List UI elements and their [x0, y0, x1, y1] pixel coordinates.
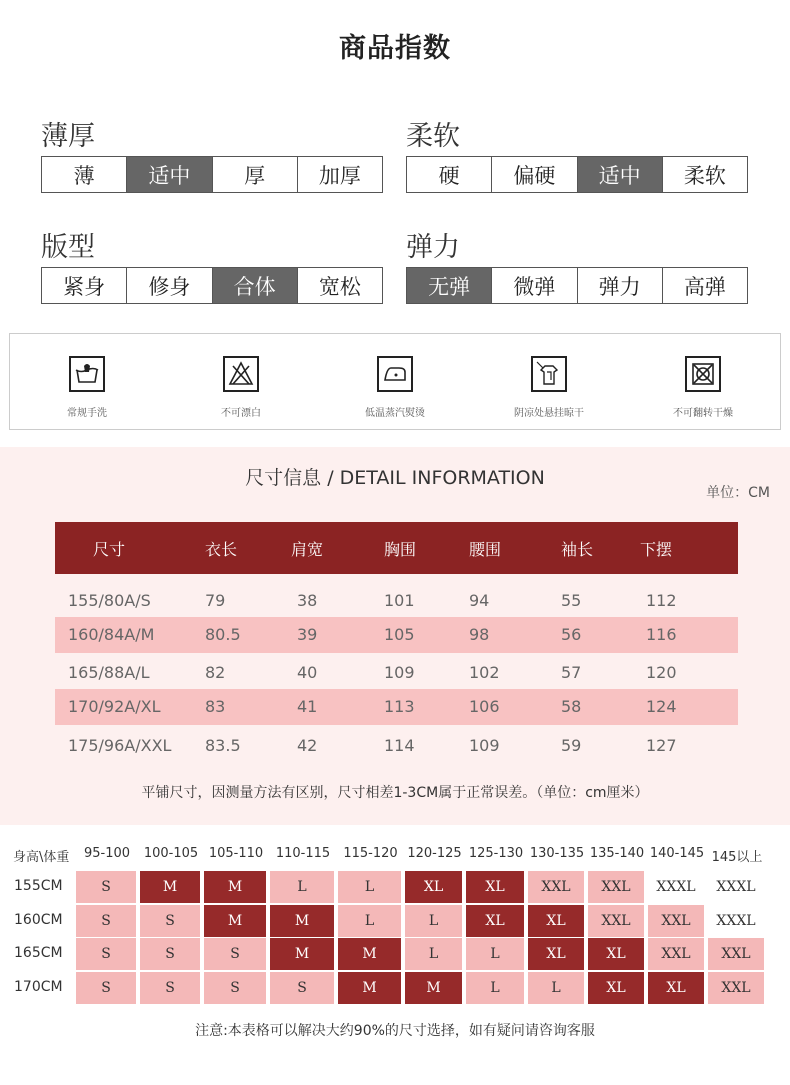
weight-header: 135-140 [589, 846, 645, 861]
index-option-row [406, 267, 748, 304]
index-option: 硬 [407, 157, 492, 192]
size-cell: 83.5 [205, 736, 241, 755]
care-instructions [9, 333, 781, 430]
size-recommend-cell: L [338, 871, 401, 903]
size-recommend-cell: XXL [708, 938, 764, 970]
size-recommend-cell: S [76, 871, 136, 903]
index-option: 薄 [42, 157, 127, 192]
weight-header: 105-110 [208, 846, 264, 861]
weight-header: 100-105 [143, 846, 199, 861]
weight-header: 140-145 [649, 846, 705, 861]
size-cell: 79 [205, 591, 226, 610]
size-cell: 109 [384, 663, 415, 682]
size-cell: 56 [561, 625, 582, 644]
height-label: 160CM [14, 912, 63, 928]
size-note: 平铺尺寸，因测量方法有区别，尺寸相差1-3CM属于正常误差。（单位：cm厘米） [141, 785, 649, 801]
size-cell: 58 [561, 697, 582, 716]
height-label: 170CM [14, 979, 63, 995]
size-cell: 114 [384, 736, 415, 755]
index-option-selected: 适中 [578, 157, 663, 192]
index-block [406, 225, 748, 304]
size-cell: 109 [469, 736, 500, 755]
care-item [164, 334, 318, 429]
size-recommend-cell: L [338, 905, 401, 937]
size-recommend-cell: XXL [648, 938, 704, 970]
height-label: 165CM [14, 945, 63, 961]
size-recommend-cell: L [405, 905, 462, 937]
index-option: 高弹 [663, 268, 747, 303]
size-cell: 102 [469, 663, 500, 682]
no-bleach-icon [223, 356, 259, 392]
care-text: 不可翻转干燥 [673, 408, 733, 419]
size-cell: 98 [469, 625, 490, 644]
size-recommend-cell: S [204, 938, 266, 970]
size-recommend-cell: M [338, 938, 401, 970]
care-item [10, 334, 164, 429]
size-recommend-cell: M [338, 972, 401, 1004]
size-recommend-cell: XL [528, 905, 584, 937]
index-option: 偏硬 [492, 157, 577, 192]
size-cell: 170/92A/XL [68, 697, 161, 716]
index-option: 弹力 [578, 268, 663, 303]
index-option: 宽松 [298, 268, 382, 303]
size-column-header: 袖长 [561, 539, 594, 559]
size-recommend-cell: XXXL [648, 871, 704, 903]
index-option: 修身 [127, 268, 212, 303]
size-cell: 124 [646, 697, 677, 716]
index-label: 版型 [41, 232, 95, 263]
size-recommend-cell: XXL [708, 972, 764, 1004]
size-cell: 101 [384, 591, 415, 610]
size-recommend-cell: XXL [588, 905, 644, 937]
size-column-header: 尺寸 [93, 539, 126, 559]
size-cell: 83 [205, 697, 226, 716]
weight-header: 120-125 [407, 846, 462, 861]
size-recommend-cell: XL [648, 972, 704, 1004]
no-tumble-dry-icon [685, 356, 721, 392]
size-recommend-cell: M [270, 938, 334, 970]
index-option: 厚 [213, 157, 298, 192]
size-cell: 155/80A/S [68, 591, 151, 610]
size-table-header [55, 522, 738, 574]
shade-hang-dry-icon [531, 356, 567, 392]
size-recommend-cell: L [466, 972, 524, 1004]
size-recommend-cell: S [140, 905, 200, 937]
size-cell: 105 [384, 625, 415, 644]
index-option-row [41, 267, 383, 304]
size-recommend-cell: L [405, 938, 462, 970]
size-cell: 39 [297, 625, 318, 644]
size-table-row [55, 617, 738, 653]
index-label: 弹力 [406, 232, 460, 263]
size-cell: 55 [561, 591, 582, 610]
size-cell: 82 [205, 663, 226, 682]
size-recommend-cell: M [270, 905, 334, 937]
size-cell: 94 [469, 591, 490, 610]
size-column-header: 胸围 [384, 539, 417, 559]
size-cell: 127 [646, 736, 677, 755]
size-column-header: 肩宽 [291, 539, 324, 559]
size-recommend-cell: S [270, 972, 334, 1004]
size-recommend-cell: XL [588, 938, 644, 970]
size-recommend-cell: XXL [588, 871, 644, 903]
size-recommend-cell: XXXL [708, 871, 764, 903]
hand-wash-icon [69, 356, 105, 392]
weight-header: 125-130 [468, 846, 524, 861]
size-recommend-cell: M [204, 905, 266, 937]
iron-low-icon [377, 356, 413, 392]
size-recommend-cell: XL [588, 972, 644, 1004]
care-text: 阴凉处悬挂晾干 [514, 408, 584, 419]
size-recommend-cell: S [76, 905, 136, 937]
index-option-selected: 适中 [127, 157, 212, 192]
size-cell: 113 [384, 697, 415, 716]
care-text: 低温蒸汽熨烫 [365, 408, 425, 419]
size-cell: 41 [297, 697, 318, 716]
index-option-selected: 无弹 [407, 268, 492, 303]
size-unit: 单位：CM [706, 485, 770, 501]
weight-header: 95-100 [83, 846, 131, 861]
size-table-row [55, 728, 738, 764]
index-label: 柔软 [406, 121, 460, 152]
index-option: 加厚 [298, 157, 382, 192]
size-cell: 120 [646, 663, 677, 682]
size-recommend-cell: S [76, 972, 136, 1004]
size-cell: 160/84A/M [68, 625, 155, 644]
size-column-header: 下摆 [640, 539, 673, 559]
size-cell: 40 [297, 663, 318, 682]
size-recommend-cell: M [204, 871, 266, 903]
index-option: 柔软 [663, 157, 747, 192]
size-table-row [55, 655, 738, 691]
size-recommend-cell: M [405, 972, 462, 1004]
care-item [626, 334, 780, 429]
index-option-row [406, 156, 748, 193]
size-table-row [55, 689, 738, 725]
page-title: 商品指数 [339, 33, 451, 64]
size-cell: 80.5 [205, 625, 241, 644]
weight-header: 110-115 [275, 846, 331, 861]
size-cell: 42 [297, 736, 318, 755]
index-option: 微弹 [492, 268, 577, 303]
size-cell: 57 [561, 663, 582, 682]
index-option-row [41, 156, 383, 193]
size-info-section [0, 447, 790, 825]
size-table-row [55, 583, 738, 619]
size-recommend-cell: S [140, 938, 200, 970]
care-item [318, 334, 472, 429]
size-cell: 112 [646, 591, 677, 610]
size-cell: 38 [297, 591, 318, 610]
index-label: 薄厚 [41, 121, 95, 152]
weight-header: 115-120 [343, 846, 398, 861]
index-block [406, 114, 748, 193]
size-column-header: 腰围 [469, 539, 502, 559]
size-recommend-cell: XL [466, 871, 524, 903]
care-text: 常规手洗 [67, 408, 107, 419]
size-info-heading: 尺寸信息 / DETAIL INFORMATION [245, 467, 545, 489]
size-recommend-cell: XXL [648, 905, 704, 937]
size-recommend-cell: L [466, 938, 524, 970]
size-cell: 175/96A/XXL [68, 736, 172, 755]
weight-header: 145以上 [711, 850, 763, 865]
size-column-header: 衣长 [205, 539, 238, 559]
size-recommend-cell: XXXL [708, 905, 764, 937]
care-text: 不可漂白 [221, 408, 261, 419]
size-recommend-cell: XXL [528, 871, 584, 903]
size-recommend-cell: S [140, 972, 200, 1004]
size-recommend-cell: M [140, 871, 200, 903]
size-recommend-cell: S [204, 972, 266, 1004]
index-option-selected: 合体 [213, 268, 298, 303]
index-block [41, 225, 383, 304]
size-cell: 106 [469, 697, 500, 716]
size-cell: 165/88A/L [68, 663, 150, 682]
size-recommend-cell: L [270, 871, 334, 903]
care-item [472, 334, 626, 429]
size-recommend-cell: XL [528, 938, 584, 970]
height-label: 155CM [14, 878, 63, 894]
size-recommend-cell: XL [405, 871, 462, 903]
recommend-corner-label: 身高\体重 [13, 850, 70, 865]
size-cell: 116 [646, 625, 677, 644]
size-recommend-cell: S [76, 938, 136, 970]
weight-header: 130-135 [529, 846, 585, 861]
index-block [41, 114, 383, 193]
size-recommend-cell: XL [466, 905, 524, 937]
size-cell: 59 [561, 736, 582, 755]
recommend-footnote: 注意:本表格可以解决大约90%的尺寸选择，如有疑问请咨询客服 [195, 1023, 595, 1039]
size-recommend-cell: L [528, 972, 584, 1004]
index-option: 紧身 [42, 268, 127, 303]
